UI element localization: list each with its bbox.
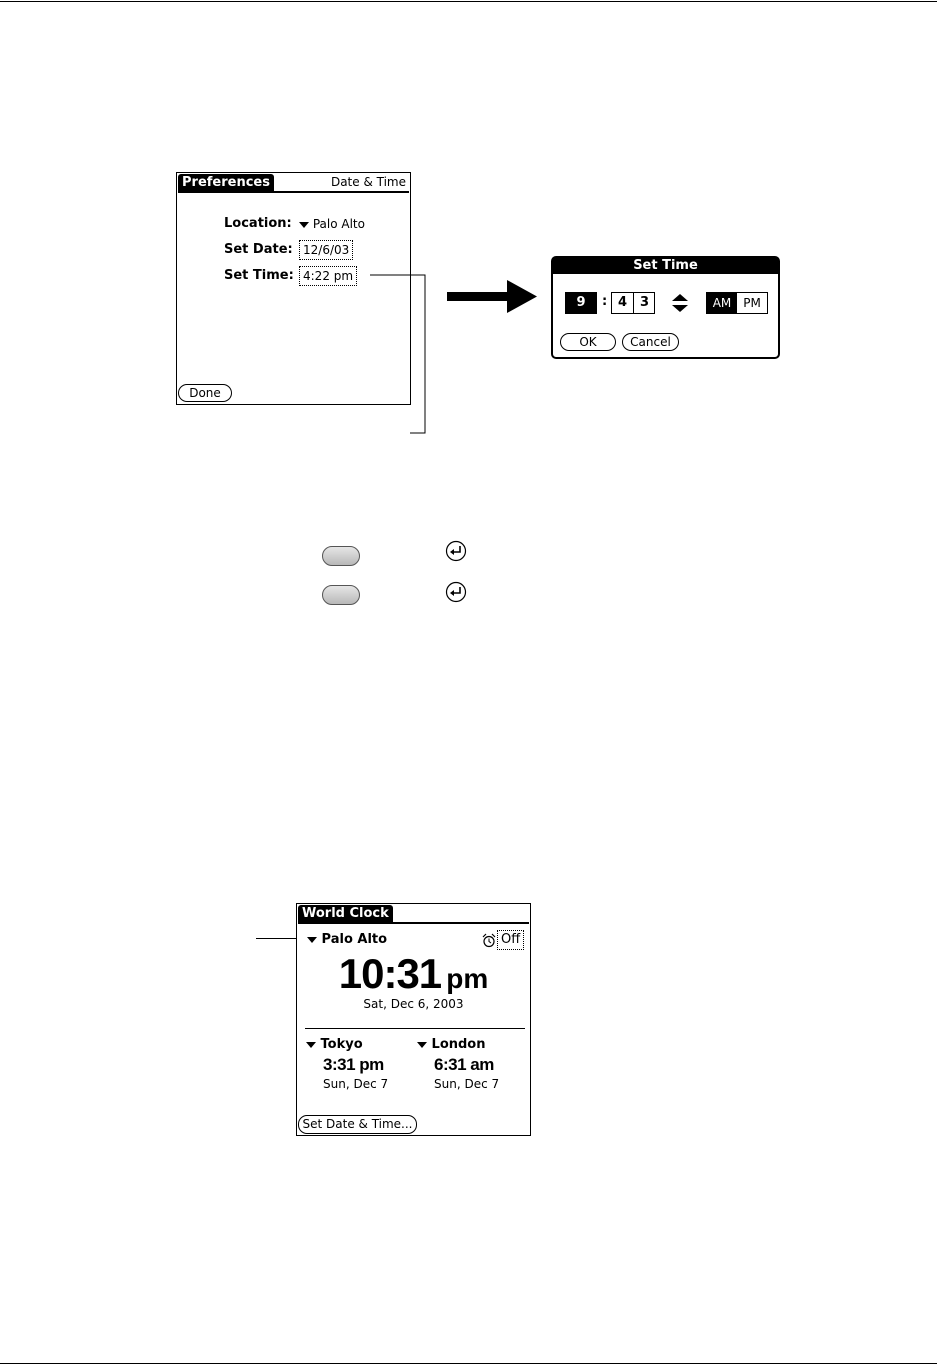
- primary-time-period: pm: [446, 963, 489, 994]
- preferences-title: Preferences: [178, 174, 274, 191]
- location-label: Location:: [224, 216, 292, 231]
- time-separator: :: [602, 294, 608, 309]
- world-clock-screen: [296, 903, 531, 1136]
- ok-button[interactable]: OK: [560, 333, 616, 351]
- secondary-location-picker[interactable]: [417, 1036, 527, 1054]
- set-date-label: Set Date:: [224, 242, 293, 257]
- up-down-arrows-icon[interactable]: [671, 292, 689, 314]
- done-button[interactable]: Done: [178, 384, 232, 402]
- divider: [305, 1028, 525, 1029]
- secondary-time: 6:31 am: [434, 1055, 494, 1074]
- set-time-field[interactable]: 4:22 pm: [299, 266, 357, 286]
- enter-stroke-icon: [445, 540, 467, 562]
- alarm-setting-field[interactable]: Off: [497, 930, 524, 950]
- primary-time-value: 10:31: [338, 950, 442, 997]
- minute-field[interactable]: [611, 292, 655, 314]
- set-time-dialog: [551, 256, 780, 359]
- minute-ones[interactable]: 3: [639, 295, 650, 310]
- primary-date: Sat, Dec 6, 2003: [363, 997, 464, 1011]
- date-time-panel-label[interactable]: Date & Time: [330, 175, 406, 189]
- oval-hardware-button-icon: [322, 585, 360, 605]
- minute-tens[interactable]: 4: [612, 293, 634, 313]
- secondary-date: Sun, Dec 7: [434, 1077, 500, 1091]
- bottom-page-rule: [0, 1363, 937, 1364]
- set-time-dialog-title: Set Time: [553, 258, 778, 274]
- secondary-time: 3:31 pm: [323, 1055, 384, 1074]
- secondary-location-1: [306, 1036, 406, 1092]
- alarm-clock-icon: [482, 933, 496, 948]
- oval-hardware-button-icon: [322, 546, 360, 566]
- set-date-field[interactable]: 12/6/03: [299, 240, 353, 260]
- am-toggle[interactable]: AM: [707, 293, 737, 313]
- secondary-location-2: [417, 1036, 527, 1092]
- am-pm-selector[interactable]: [706, 292, 768, 314]
- secondary-date: Sun, Dec 7: [323, 1077, 389, 1091]
- picker-triangle-icon: [307, 937, 317, 943]
- set-time-callout-line: [360, 265, 440, 440]
- picker-triangle-icon: [299, 222, 309, 228]
- set-date-time-button[interactable]: Set Date & Time...: [298, 1115, 417, 1134]
- title-underline: [178, 191, 409, 193]
- location-value: Palo Alto: [312, 217, 365, 231]
- picker-triangle-icon: [306, 1042, 316, 1048]
- right-arrow-icon: [445, 278, 540, 316]
- primary-location-name: Palo Alto: [321, 932, 388, 947]
- set-time-label: Set Time:: [224, 268, 294, 283]
- hour-field[interactable]: 9: [565, 292, 597, 314]
- primary-location-picker[interactable]: [307, 931, 387, 949]
- secondary-location-name: London: [431, 1037, 486, 1052]
- picker-triangle-icon: [417, 1042, 427, 1048]
- world-clock-title: World Clock: [298, 905, 393, 922]
- pm-toggle[interactable]: PM: [743, 296, 761, 310]
- title-underline: [298, 922, 529, 924]
- secondary-location-name: Tokyo: [320, 1037, 363, 1052]
- secondary-location-picker[interactable]: [306, 1036, 406, 1054]
- top-page-rule: [0, 1, 937, 2]
- enter-stroke-icon: [445, 581, 467, 603]
- cancel-button[interactable]: Cancel: [622, 333, 679, 351]
- location-picker[interactable]: [299, 215, 365, 233]
